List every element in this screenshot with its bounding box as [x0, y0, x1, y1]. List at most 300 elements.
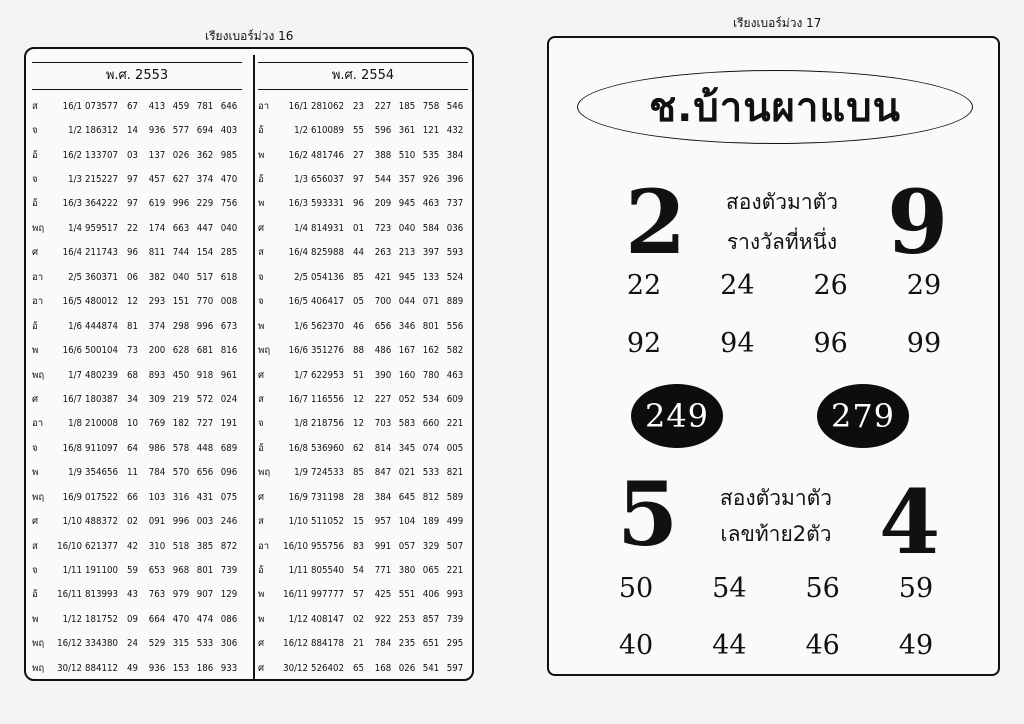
first-prize-cell: 408147: [311, 613, 344, 625]
table-row: [32, 607, 242, 631]
three-digit-cell: 541: [422, 662, 440, 674]
two-digit-cell: 59: [127, 565, 138, 577]
first-prize-cell: 180387: [85, 393, 118, 405]
three-digit-cell: 551: [398, 589, 416, 601]
year-2554-column: [258, 55, 468, 675]
table-row: [32, 290, 242, 314]
three-digit-cell: 593: [446, 247, 464, 259]
three-digit-cell: 298: [172, 320, 190, 332]
three-digit-cell: 129: [220, 589, 238, 601]
three-digit-cell: 727: [196, 418, 214, 430]
three-digit-cell: 425: [374, 589, 392, 601]
three-digit-cell: 811: [148, 247, 166, 259]
three-digit-cell: 005: [446, 442, 464, 454]
two-digit-cell: 85: [353, 467, 364, 479]
three-digit-cell: 474: [196, 613, 214, 625]
results-rows: [258, 94, 468, 681]
three-digit-cell: 645: [398, 491, 416, 503]
weekday-cell: พ: [32, 467, 39, 479]
three-digit-cell: 653: [148, 565, 166, 577]
three-digit-cell: 681: [196, 345, 214, 357]
draw-date-cell: 1/12: [62, 613, 82, 625]
three-digit-cell: 470: [172, 613, 190, 625]
three-digit-cell: 316: [172, 491, 190, 503]
two-digit-cell: 21: [353, 638, 364, 650]
weekday-cell: พ: [258, 320, 265, 332]
weekday-cell: จ: [32, 174, 38, 186]
three-digit-cell: 200: [148, 345, 166, 357]
three-digit-cell: 664: [148, 613, 166, 625]
first-prize-cell: 406417: [311, 296, 344, 308]
draw-date-cell: 1/4: [68, 222, 82, 234]
three-digit-cell: 694: [196, 125, 214, 137]
three-digit-cell: 756: [220, 198, 238, 210]
two-digit-cell: 05: [353, 296, 364, 308]
three-digit-cell: 572: [196, 393, 214, 405]
number-cell: 29: [906, 270, 942, 301]
draw-date-cell: 1/2: [68, 125, 82, 137]
two-digit-cell: 97: [353, 174, 364, 186]
weekday-cell: พ: [32, 613, 39, 625]
table-row: [258, 436, 468, 460]
three-digit-cell: 739: [446, 613, 464, 625]
three-digit-cell: 397: [422, 247, 440, 259]
three-digit-cell: 044: [398, 296, 416, 308]
three-digit-cell: 315: [172, 638, 190, 650]
page-title: ช.บ้านผาแบน: [649, 85, 901, 131]
number-cell: 50: [618, 573, 654, 604]
two-digit-cell: 06: [127, 271, 138, 283]
two-digit-cell: 43: [127, 589, 138, 601]
three-digit-cell: 024: [220, 393, 238, 405]
three-digit-cell: 991: [374, 540, 392, 552]
table-row: [32, 338, 242, 362]
table-row: [258, 338, 468, 362]
draw-date-cell: 16/10: [57, 540, 82, 552]
three-digit-cell: 968: [172, 565, 190, 577]
table-row: [258, 363, 468, 387]
weekday-cell: พฤ: [32, 638, 45, 650]
two-digit-cell: 51: [353, 369, 364, 381]
three-digit-cell: 075: [220, 491, 238, 503]
three-digit-cell: 396: [446, 174, 464, 186]
first-prize-cell: 536960: [311, 442, 344, 454]
three-digit-cell: 263: [374, 247, 392, 259]
three-digit-cell: 329: [422, 540, 440, 552]
two-digit-cell: 11: [127, 467, 138, 479]
draw-date-cell: 1/9: [68, 467, 82, 479]
weekday-cell: ส: [32, 540, 38, 552]
three-digit-cell: 182: [172, 418, 190, 430]
first-prize-cell: 073577: [85, 100, 118, 112]
draw-date-cell: 16/4: [62, 247, 82, 259]
three-digit-cell: 235: [398, 638, 416, 650]
two-digit-cell: 88: [353, 345, 364, 357]
three-digit-cell: 229: [196, 198, 214, 210]
weekday-cell: พ: [258, 589, 265, 601]
three-digit-cell: 227: [374, 393, 392, 405]
first-prize-cell: 351276: [311, 345, 344, 357]
weekday-cell: จ: [258, 296, 264, 308]
three-digit-cell: 096: [220, 467, 238, 479]
three-digit-cell: 889: [446, 296, 464, 308]
big-digit-right: 4: [879, 470, 941, 574]
draw-date-cell: 16/6: [288, 345, 308, 357]
draw-date-cell: 16/8: [288, 442, 308, 454]
draw-date-cell: 1/2: [294, 125, 308, 137]
weekday-cell: ศ: [258, 491, 265, 503]
first-prize-cell: 511052: [311, 516, 344, 528]
two-digit-cell: 12: [127, 296, 138, 308]
three-digit-cell: 065: [422, 565, 440, 577]
weekday-cell: อ้: [32, 198, 38, 210]
three-digit-cell: 154: [196, 247, 214, 259]
weekday-cell: ศ: [32, 247, 39, 259]
two-digit-cell: 24: [127, 638, 138, 650]
three-digit-cell: 040: [398, 222, 416, 234]
two-digit-cell: 34: [127, 393, 138, 405]
three-digit-cell: 656: [196, 467, 214, 479]
draw-date-cell: 16/5: [62, 296, 82, 308]
two-digit-cell: 49: [127, 662, 138, 674]
three-digit-cell: 168: [374, 662, 392, 674]
draw-date-cell: 2/5: [68, 271, 82, 283]
three-digit-cell: 457: [148, 174, 166, 186]
three-digit-cell: 918: [196, 369, 214, 381]
number-cell: 26: [813, 270, 848, 301]
three-digit-cell: 781: [196, 100, 214, 112]
three-digit-cell: 996: [172, 516, 190, 528]
table-row: [32, 118, 242, 142]
first-prize-cell: 610089: [311, 125, 344, 137]
three-digit-cell: 627: [172, 174, 190, 186]
three-digit-cell: 499: [446, 516, 464, 528]
number-row: [601, 630, 951, 661]
two-digit-cell: 96: [353, 198, 364, 210]
three-digit-cell: 374: [196, 174, 214, 186]
weekday-cell: อ้: [32, 589, 38, 601]
three-digit-cell: 700: [374, 296, 392, 308]
three-digit-cell: 384: [374, 491, 392, 503]
draw-date-cell: 16/5: [288, 296, 308, 308]
three-digit-cell: 486: [374, 345, 392, 357]
two-digit-cell: 66: [127, 491, 138, 503]
first-prize-cell: 364222: [85, 198, 118, 210]
first-prize-cell: 116556: [311, 393, 344, 405]
first-prize-cell: 334380: [85, 638, 118, 650]
three-digit-cell: 174: [148, 222, 166, 234]
three-digit-cell: 380: [398, 565, 416, 577]
two-digit-cell: 46: [353, 320, 364, 332]
table-row: [258, 94, 468, 118]
three-digit-cell: 936: [148, 662, 166, 674]
three-digit-cell: 185: [398, 100, 416, 112]
big-digit-right: 9: [887, 170, 949, 274]
table-row: [32, 461, 242, 485]
three-digit-cell: 961: [220, 369, 238, 381]
three-digit-cell: 936: [148, 125, 166, 137]
three-digit-cell: 529: [148, 638, 166, 650]
left-page-number: เรียงเบอร์ม่วง 16: [205, 29, 294, 43]
three-digit-cell: 374: [148, 320, 166, 332]
first-prize-cell: 911097: [85, 442, 118, 454]
three-digit-cell: 253: [398, 613, 416, 625]
weekday-cell: พฤ: [32, 222, 45, 234]
three-digit-cell: 186: [196, 662, 214, 674]
table-row: [258, 265, 468, 289]
first-prize-cell: 500104: [85, 345, 118, 357]
draw-date-cell: 16/1: [288, 100, 308, 112]
table-row: [32, 167, 242, 191]
draw-date-cell: 16/12: [283, 638, 308, 650]
two-digit-cell: 22: [127, 222, 138, 234]
table-row: [32, 485, 242, 509]
three-digit-cell: 945: [398, 198, 416, 210]
first-prize-cell: 814931: [311, 222, 344, 234]
draw-date-cell: 1/6: [68, 320, 82, 332]
draw-date-cell: 16/7: [288, 393, 308, 405]
three-digit-cell: 189: [422, 516, 440, 528]
three-digit-cell: 926: [422, 174, 440, 186]
three-digit-cell: 191: [220, 418, 238, 430]
three-digit-cell: 534: [422, 393, 440, 405]
three-digit-cell: 985: [220, 149, 238, 161]
first-prize-cell: 593331: [311, 198, 344, 210]
two-digit-cell: 23: [353, 100, 364, 112]
three-digit-cell: 421: [374, 271, 392, 283]
draw-date-cell: 1/8: [68, 418, 82, 430]
table-row: [258, 485, 468, 509]
two-digit-cell: 28: [353, 491, 364, 503]
first-prize-cell: 997777: [311, 589, 344, 601]
two-digit-cell: 14: [127, 125, 138, 137]
weekday-cell: ศ: [258, 638, 265, 650]
three-digit-cell: 450: [172, 369, 190, 381]
first-prize-cell: 480239: [85, 369, 118, 381]
three-digit-cell: 219: [172, 393, 190, 405]
three-digit-cell: 213: [398, 247, 416, 259]
three-digit-cell: 556: [446, 320, 464, 332]
first-prize-cell: 281062: [311, 100, 344, 112]
three-digit-cell: 403: [220, 125, 238, 137]
weekday-cell: อ้: [258, 442, 264, 454]
first-prize-cell: 526402: [311, 662, 344, 674]
weekday-cell: จ: [32, 125, 38, 137]
three-digit-cell: 656: [374, 320, 392, 332]
three-digit-cell: 167: [398, 345, 416, 357]
draw-date-cell: 1/3: [68, 174, 82, 186]
table-row: [258, 607, 468, 631]
three-digit-cell: 463: [422, 198, 440, 210]
three-digit-cell: 345: [398, 442, 416, 454]
three-digit-cell: 285: [220, 247, 238, 259]
three-digit-cell: 993: [446, 589, 464, 601]
three-digit-cell: 784: [148, 467, 166, 479]
three-digit-cell: 390: [374, 369, 392, 381]
table-row: [258, 241, 468, 265]
draw-date-cell: 1/7: [68, 369, 82, 381]
weekday-cell: พฤ: [258, 345, 271, 357]
first-prize-cell: 218756: [311, 418, 344, 430]
two-digit-cell: 42: [127, 540, 138, 552]
weekday-cell: ส: [258, 247, 264, 259]
draw-date-cell: 1/11: [288, 565, 308, 577]
first-prize-cell: 813993: [85, 589, 118, 601]
first-prize-cell: 480012: [85, 296, 118, 308]
two-digit-cell: 85: [353, 271, 364, 283]
three-digit-cell: 814: [374, 442, 392, 454]
draw-date-cell: 30/12: [283, 662, 308, 674]
weekday-cell: ศ: [258, 222, 265, 234]
draw-date-cell: 1/7: [294, 369, 308, 381]
two-digit-cell: 67: [127, 100, 138, 112]
first-prize-cell: 017522: [85, 491, 118, 503]
three-digit-cell: 306: [220, 638, 238, 650]
two-digit-cell: 81: [127, 320, 138, 332]
three-digit-cell: 309: [148, 393, 166, 405]
two-digit-cell: 10: [127, 418, 138, 430]
table-row: [258, 509, 468, 533]
three-digit-cell: 619: [148, 198, 166, 210]
weekday-cell: ส: [258, 516, 264, 528]
weekday-cell: พฤ: [32, 369, 45, 381]
weekday-cell: ศ: [258, 662, 265, 674]
two-digit-cell: 73: [127, 345, 138, 357]
draw-date-cell: 16/10: [283, 540, 308, 552]
three-digit-cell: 979: [172, 589, 190, 601]
table-row: [32, 632, 242, 656]
table-row: [32, 192, 242, 216]
three-digit-cell: 162: [422, 345, 440, 357]
three-digit-cell: 582: [446, 345, 464, 357]
first-prize-cell: 724533: [311, 467, 344, 479]
first-prize-cell: 054136: [311, 271, 344, 283]
draw-date-cell: 16/2: [62, 149, 82, 161]
first-prize-cell: 825988: [311, 247, 344, 259]
first-prize-cell: 186312: [85, 125, 118, 137]
table-row: [32, 436, 242, 460]
three-digit-cell: 651: [422, 638, 440, 650]
draw-date-cell: 16/7: [62, 393, 82, 405]
two-digit-cell: 64: [127, 442, 138, 454]
title-oval: [577, 70, 973, 144]
table-row: [258, 534, 468, 558]
table-row: [32, 94, 242, 118]
three-digit-cell: 945: [398, 271, 416, 283]
three-digit-cell: 812: [422, 491, 440, 503]
first-prize-cell: 621377: [85, 540, 118, 552]
three-digit-cell: 463: [446, 369, 464, 381]
three-digit-cell: 227: [374, 100, 392, 112]
three-digit-cell: 780: [422, 369, 440, 381]
three-digit-cell: 996: [196, 320, 214, 332]
three-digit-cell: 153: [172, 662, 190, 674]
three-digit-cell: 003: [196, 516, 214, 528]
three-digit-cell: 957: [374, 516, 392, 528]
number-cell: 54: [712, 573, 747, 604]
three-digit-cell: 737: [446, 198, 464, 210]
three-digit-cell: 293: [148, 296, 166, 308]
three-digit-cell: 510: [398, 149, 416, 161]
draw-date-cell: 1/9: [294, 467, 308, 479]
big-digit-left: 5: [617, 462, 679, 566]
year-heading: พ.ศ. 2554: [258, 62, 468, 90]
table-row: [258, 314, 468, 338]
three-digit-cell: 382: [148, 271, 166, 283]
draw-date-cell: 1/6: [294, 320, 308, 332]
first-prize-cell: 884112: [85, 662, 118, 674]
draw-date-cell: 1/10: [62, 516, 82, 528]
table-row: [258, 118, 468, 142]
weekday-cell: อา: [32, 271, 44, 283]
three-digit-cell: 310: [148, 540, 166, 552]
table-row: [32, 143, 242, 167]
draw-date-cell: 16/2: [288, 149, 308, 161]
first-prize-cell: 488372: [85, 516, 118, 528]
weekday-cell: จ: [32, 565, 38, 577]
three-digit-cell: 744: [172, 247, 190, 259]
three-digit-cell: 040: [220, 222, 238, 234]
table-row: [32, 412, 242, 436]
three-digit-cell: 121: [422, 125, 440, 137]
three-digit-cell: 470: [220, 174, 238, 186]
three-digit-cell: 584: [422, 222, 440, 234]
three-digit-cell: 448: [196, 442, 214, 454]
three-digit-cell: 533: [422, 467, 440, 479]
three-digit-cell: 133: [422, 271, 440, 283]
three-digit-cell: 597: [446, 662, 464, 674]
three-digit-cell: 137: [148, 149, 166, 161]
weekday-cell: จ: [32, 442, 38, 454]
number-cell: 92: [626, 328, 662, 359]
three-digit-cell: 021: [398, 467, 416, 479]
right-page-number: เรียงเบอร์ม่วง 17: [733, 16, 822, 30]
two-digit-cell: 97: [127, 198, 138, 210]
draw-date-cell: 16/4: [288, 247, 308, 259]
number-cell: 96: [813, 328, 848, 359]
number-row: [609, 328, 959, 359]
three-digit-cell: 578: [172, 442, 190, 454]
table-row: [32, 656, 242, 680]
first-prize-cell: 133707: [85, 149, 118, 161]
number-cell: 24: [720, 270, 755, 301]
three-digit-cell: 357: [398, 174, 416, 186]
year-2553-column: [32, 55, 242, 675]
weekday-cell: อ้: [258, 125, 264, 137]
two-digit-cell: 02: [353, 613, 364, 625]
draw-date-cell: 16/8: [62, 442, 82, 454]
table-row: [258, 192, 468, 216]
table-row: [258, 143, 468, 167]
year-heading: พ.ศ. 2553: [32, 62, 242, 90]
three-digit-cell: 589: [446, 491, 464, 503]
first-prize-cell: 805540: [311, 565, 344, 577]
three-digit-cell: 533: [196, 638, 214, 650]
draw-date-cell: 16/9: [62, 491, 82, 503]
results-table-frame: [24, 47, 474, 681]
three-digit-cell: 008: [220, 296, 238, 308]
caption-line: สองตัวมาตัว: [719, 486, 833, 510]
draw-date-cell: 1/4: [294, 222, 308, 234]
three-digit-cell: 026: [172, 149, 190, 161]
first-prize-cell: 215227: [85, 174, 118, 186]
weekday-cell: อ้: [258, 565, 264, 577]
three-digit-cell: 628: [172, 345, 190, 357]
two-digit-cell: 09: [127, 613, 138, 625]
number-cell: 94: [720, 328, 755, 359]
three-digit-cell: 570: [172, 467, 190, 479]
number-cell: 56: [805, 573, 840, 604]
